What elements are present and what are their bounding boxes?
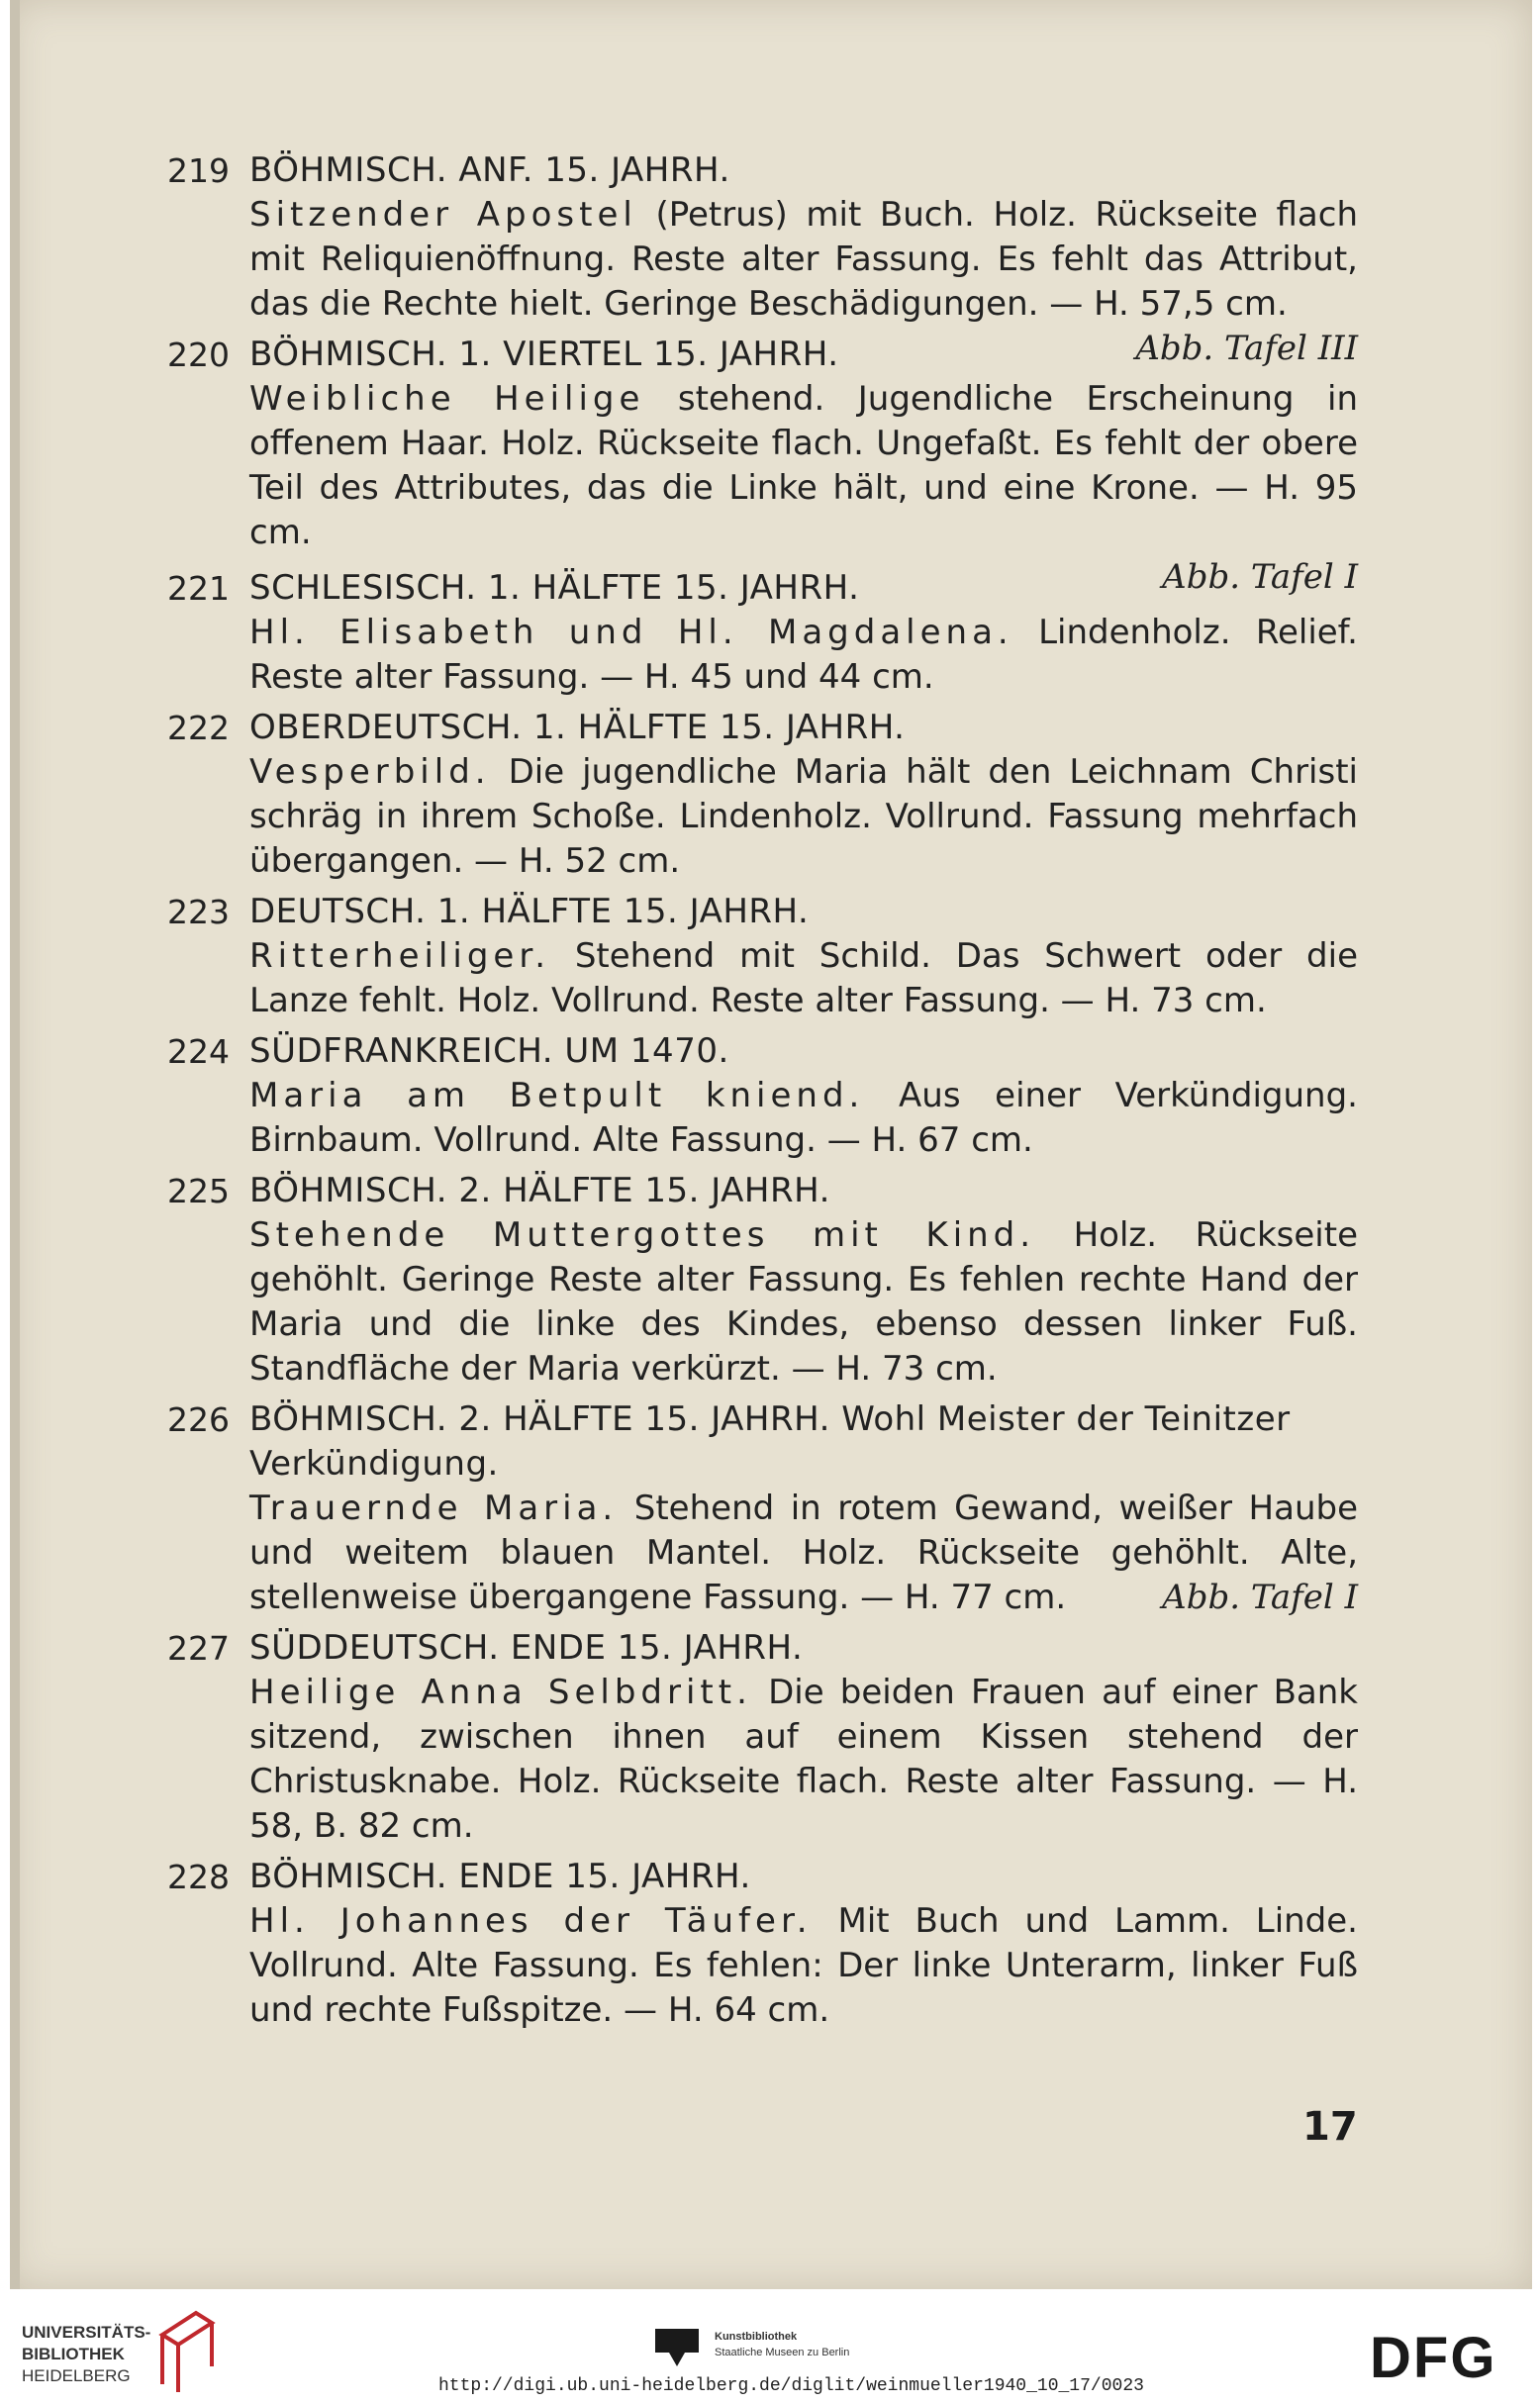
kb-subtitle: Staatliche Museen zu Berlin xyxy=(715,2347,850,2358)
entry-heading: BÖHMISCH. 2. HÄLFTE 15. JAHRH. Wohl Meister der Teinitzer Verkündigung. xyxy=(249,1399,1291,1484)
entry-text: Stehend in rotem Gewand, weißer Haube und weitem blauen Mantel. Holz. Rückseite gehöhlt. Alte, stellenweise übergangene Fassung. — H. 77 cm. xyxy=(249,1489,1359,1617)
plate-reference: Abb. Tafel I xyxy=(1162,1578,1358,1617)
catalog-entry xyxy=(167,1169,1358,1392)
entry-heading: SCHLESISCH. 1. HÄLFTE 15. JAHRH. xyxy=(249,568,860,608)
permalink-url[interactable]: http://digi.ub.uni-heidelberg.de/diglit/weinmueller1940_10_17/0023 xyxy=(438,2376,1144,2396)
ub-logo-line: UNIVERSITÄTS- xyxy=(22,2323,151,2342)
entry-text: Stehend mit Schild. Das Schwert oder die Lanze fehlt. Holz. Vollrund. Reste alter Fassung. — H. 73 cm. xyxy=(249,936,1358,1020)
entry-number: 226 xyxy=(167,1400,230,1439)
catalog-entry xyxy=(167,1397,1359,1620)
catalog-entry xyxy=(167,566,1358,700)
plate-reference: Abb. Tafel I xyxy=(1162,557,1358,597)
entry-number: 220 xyxy=(167,336,230,374)
entry-title: Sitzender Apostel xyxy=(249,195,637,235)
entry-text: Lindenholz. Relief. Reste alter Fassung. — H. 45 und 44 cm. xyxy=(249,613,1358,697)
entry-body xyxy=(249,1213,1358,1392)
entry-number: 221 xyxy=(167,569,230,608)
entry-number: 223 xyxy=(167,893,230,931)
catalog-entry xyxy=(167,1029,1358,1163)
entry-body xyxy=(249,1487,1358,1620)
entry-text: Aus einer Verkündigung. Birnbaum. Vollrund. Alte Fassung. — H. 67 cm. xyxy=(249,1076,1358,1160)
entry-body xyxy=(249,1899,1358,2033)
kb-name: Kunstbibliothek xyxy=(715,2331,798,2343)
plate-reference: Abb. Tafel III xyxy=(1135,329,1358,368)
catalog-entry xyxy=(167,1626,1358,1849)
entry-body xyxy=(249,1671,1358,1849)
entry-body xyxy=(249,750,1358,884)
entry-title: Maria am Betpult kniend. xyxy=(249,1076,865,1115)
catalog-entries xyxy=(167,148,1359,2039)
entry-number: 219 xyxy=(167,151,230,190)
entry-heading: SÜDFRANKREICH. UM 1470. xyxy=(249,1031,729,1071)
dfg-logo[interactable]: DFG xyxy=(1370,2326,1497,2390)
page-number: 17 xyxy=(1302,2104,1358,2150)
catalog-entry xyxy=(167,706,1358,884)
entry-title: Weibliche Heilige xyxy=(249,379,645,419)
ub-heidelberg-logo[interactable] xyxy=(22,2322,150,2387)
ub-emblem-icon xyxy=(156,2305,218,2394)
catalog-entry xyxy=(167,333,1358,600)
entry-text: (Petrus) mit Buch. Holz. Rückseite flach mit Reliquienöffnung. Reste alter Fassung. Es fehlt das Attribut, das die Rechte hielt. Geringe Beschädigungen. — H. 57,5 cm. xyxy=(249,195,1358,324)
entry-body xyxy=(249,611,1358,700)
entry-text: stehend. Jugendliche Erscheinung in offenem Haar. Holz. Rückseite flach. Ungefaßt. Es fehlt der obere Teil des Attributes, das die Linke hält, und eine Krone. — H. 95 cm. xyxy=(249,379,1358,552)
entry-number: 222 xyxy=(167,709,230,747)
kunstbibliothek-logo-icon xyxy=(655,2329,699,2366)
entry-text: Die beiden Frauen auf einer Bank sitzend, zwischen ihnen auf einem Kissen stehend der Christusknabe. Holz. Rückseite flach. Reste alter Fassung. — H. 58, B. 82 cm. xyxy=(249,1673,1358,1846)
entry-body xyxy=(249,934,1358,1023)
page-edge xyxy=(10,0,20,2289)
ub-logo-line: HEIDELBERG xyxy=(22,2366,131,2385)
entry-number: 224 xyxy=(167,1032,230,1071)
entry-number: 228 xyxy=(167,1858,230,1896)
kunstbibliothek-text[interactable] xyxy=(715,2329,849,2360)
entry-heading: DEUTSCH. 1. HÄLFTE 15. JAHRH. xyxy=(249,892,810,931)
entry-body xyxy=(249,377,1358,555)
catalog-entry xyxy=(167,1855,1358,2033)
entry-text: Mit Buch und Lamm. Linde. Vollrund. Alte Fassung. Es fehlen: Der linke Unterarm, linker Fuß und rechte Fußspitze. — H. 64 cm. xyxy=(249,1901,1358,2030)
entry-heading: BÖHMISCH. 2. HÄLFTE 15. JAHRH. xyxy=(249,1171,830,1210)
entry-title: Stehende Muttergottes mit Kind. xyxy=(249,1215,1036,1255)
entry-number: 225 xyxy=(167,1172,230,1210)
entry-title: Hl. Johannes der Täufer. xyxy=(249,1901,813,1941)
scanned-page xyxy=(10,0,1532,2289)
catalog-entry xyxy=(167,890,1358,1023)
entry-title: Heilige Anna Selbdritt. xyxy=(249,1673,752,1712)
entry-heading: BÖHMISCH. ENDE 15. JAHRH. xyxy=(249,1857,751,1896)
entry-text: Die jugendliche Maria hält den Leichnam Christi schräg in ihrem Schoße. Lindenholz. Vollrund. Fassung mehrfach übergangen. — H. 52 cm. xyxy=(249,752,1358,881)
entry-body xyxy=(249,1074,1358,1163)
entry-title: Ritterheiliger. xyxy=(249,936,551,976)
entry-heading: BÖHMISCH. ANF. 15. JAHRH. xyxy=(249,150,730,190)
ub-logo-line: BIBLIOTHEK xyxy=(22,2345,125,2363)
entry-heading: BÖHMISCH. 1. VIERTEL 15. JAHRH. xyxy=(249,335,839,374)
footer-bar xyxy=(0,2289,1540,2404)
entry-title: Hl. Elisabeth und Hl. Magdalena. xyxy=(249,613,1013,652)
entry-number: 227 xyxy=(167,1629,230,1668)
entry-heading: OBERDEUTSCH. 1. HÄLFTE 15. JAHRH. xyxy=(249,708,906,747)
entry-heading: SÜDDEUTSCH. ENDE 15. JAHRH. xyxy=(249,1628,804,1668)
entry-text: Holz. Rückseite gehöhlt. Geringe Reste alter Fassung. Es fehlen rechte Hand der Maria und die linke des Kindes, ebenso dessen linker Fuß. Standfläche der Maria verkürzt. — H. 73 cm. xyxy=(249,1215,1358,1389)
entry-title: Vesperbild. xyxy=(249,752,491,792)
entry-title: Trauernde Maria. xyxy=(249,1489,619,1528)
